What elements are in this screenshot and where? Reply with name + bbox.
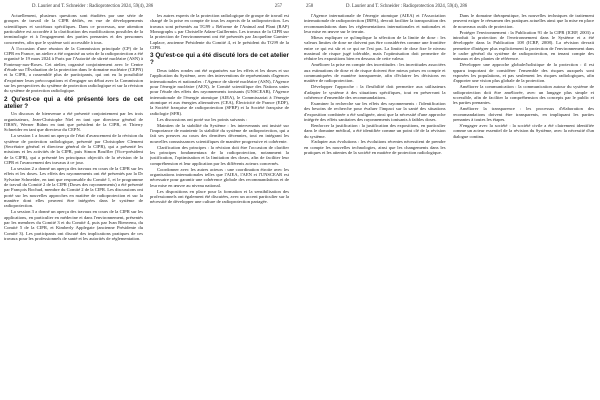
- paragraph: S'adapter aux évolutions : les évolutions récentes nécessitent de prendre en compte les nouvelles technologies, ainsi que les changements dans les pratiques et les attentes de la société en matière de protection radiologique.: [304, 139, 446, 156]
- paragraph: Développer l'approche : la flexibilité doit permettre aux utilisateurs d'adapter le système à des situations spécifiques, tout en préservant la cohérence d'ensemble des recommandations.: [304, 84, 446, 100]
- paragraph: Les dispositions en place pour la formation et la sensibilisation des professionnels ont également été discutées, avec un accent particulier sur la nécessité de développer une culture de radioprotection partagée.: [150, 188, 289, 205]
- paragraph: S'engager avec la société : la société civile a été clairement identifiée comme un acteur essentiel de la révision du Système, avec la nécessité d'un dialogue continu.: [452, 122, 594, 139]
- paragraph: Un discours de bienvenue a été présenté conjointement par les trois organisateurs, Jean-Christophe Niel en tant que directeur général de l'IRSN, Werner Rühm en tant que président de la CIPR, et Thierry Schneider en tant que directeur du CEPN.: [4, 111, 143, 133]
- running-head: [306, 3, 590, 11]
- paragraph: Les discussions ont porté sur les points suivants :: [157, 116, 248, 122]
- paragraph: Clarification des principes : la révision doit être l'occasion de clarifier les principes fondamentaux de la radioprotection, notamment la justification, l'optimisation et la limitation des doses, afin de faciliter leur compréhension et leur application par les différents acteurs concernés.: [150, 144, 289, 166]
- text-column: [150, 13, 289, 400]
- page-number: 258: [306, 4, 314, 9]
- paragraph: La session 2 a donné un aperçu des travaux en cours de la CIPR sur les effets et les doses. Les effets des rayonnements ont été présentés par la Dr Sylvaine Schneider, en tant que responsable du Comité 1, et le programme de travail du Comité 2 de la CIPR (Doses des rayonnements) a été présenté par François Bochud, membre du Comité 2 de la CIPR. Les discussions ont porté sur les nouvelles approches en matière de radioprotection et sur la manière dont elles peuvent être intégrées dans le système de radioprotection.: [4, 165, 143, 209]
- paragraph: La session 3 a donné un aperçu des travaux en cours de la CIPR sur les applications, en particulier en médecine et dans l'environnement, présentés par les membres du Comité 3 et du Comité 4, puis par Ivan Bienvenu, du Comité 5 de la CIPR, et Kimberly Applegate (ancienne Présidente du Comité 3). Les participants ont discuté des implications pratiques de ces travaux pour les professionnels de santé et les autorités de réglementation.: [4, 209, 143, 242]
- paragraph: Renforcer la justification : la justification des expositions, en particulier dans le domaine médical, a été identifiée comme un point clé de la révision du système.: [304, 122, 446, 139]
- paragraph: La session 1 a fourni un aperçu de l'état d'avancement de la révision du système de protection radiologique, présenté par Christopher Clement (Secrétaire général et directeur général de la CIPR), qui a présenté les missions et les activités de la CIPR, puis Simon Bouffler (Vice-président de la CIPR), qui a présenté les principaux objectifs de la révision de la CIPR et l'avancement des travaux à ce jour.: [4, 133, 143, 166]
- paragraph: Examiner la recherche sur les effets des rayonnements : l'identification des besoins de recherche pour évaluer l'impact sur la santé des situations d'exposition combinée a été soulignée, ainsi que la nécessité d'une approche intégrée des effets sanitaires des rayonnements ionisants à faibles doses.: [304, 100, 446, 122]
- paragraph: Coordonner avec les autres acteurs : une coordination étroite avec les organisations internationales telles que l'AIEA, l'AEN et l'UNSCEAR est nécessaire pour garantir une cohérence globale des recommandations et de leur mise en œuvre au niveau national.: [150, 166, 289, 188]
- section-heading: 3 Qu'est-ce qui a été discuté lors de cet atelier ?: [150, 52, 289, 67]
- paragraph: Actuellement, plusieurs questions sont étudiées par une série de groupes de travail de la CIPR dédiés, en vue de développements scientifiques et sociétaux spécifiques. Dans ce processus, une attention particulière est accordée à la clarification des modifications possibles de la terminologie et à l'engagement des parties prenantes et des personnes concernées, afin que le système soit accessible à tous.: [4, 13, 143, 45]
- text-column: [304, 13, 446, 400]
- right-page: [300, 0, 600, 400]
- paragraph: Améliorer la prise en compte des incertitudes : les incertitudes associées aux estimations de dose et de risque doivent être mieux prises en compte et communiquées de manière transparente, afin d'éclairer les décisions en matière de radioprotection.: [304, 62, 446, 84]
- running-head: [32, 3, 282, 11]
- running-head-text: D. Laurier and T. Schneider : Radioprotection 2024, 59(4), 286: [346, 4, 468, 9]
- paragraph: Deux tables rondes ont été organisées sur les effets et les doses et sur l'application du Système, avec des interventions de représentants d'agences internationales et nationales : l'Agence de sûreté nucléaire (ASN), l'Agence pour l'énergie nucléaire (AEN), le Comité scientifique des Nations unies pour l'étude des effets des rayonnements ionisants (UNSCEAR), l'Agence internationale de l'énergie atomique (AIEA), le Commissariat à l'énergie atomique et aux énergies alternatives (CEA), Électricité de France (EDF), la Société française de radioprotection (SFRP) et la Société française de radiologie (SFR).: [150, 68, 289, 116]
- page-number: 257: [274, 4, 282, 9]
- paragraph: Mieux expliquer ce qu'implique la sélection de la limite de dose : les valeurs limites de dose ne doivent pas être considérées comme une frontière entre ce qui est sûr et ce qui ne l'est pas. La limite de dose fixe le niveau maximal de risque jugé tolérable, mais l'optimisation doit permettre de réduire les expositions bien en dessous de cette valeur.: [304, 34, 446, 62]
- running-head-text: D. Laurier and T. Schneider : Radioprotection 2024, 59(4), 286: [32, 4, 154, 9]
- paragraph: l'Agence internationale de l'énergie atomique (AIEA) et l'Association internationale de radioprotection (IRPA), devrait faciliter la transposition des recommandations dans les réglementations internationales et nationales et leur mise en œuvre sur le terrain.: [304, 13, 446, 35]
- paragraph: À l'occasion d'une réunion de la Commission principale (CP) de la CIPR en France, un atelier a été organisé au sein de la radioprotection a été organisé le 19 mars 2024 à Paris par l'Autorité de sûreté nucléaire (ASN) à Fontenay-aux-Roses. Cet atelier, organisé conjointement avec le Centre d'étude sur l'Évaluation de la protection dans le domaine nucléaire (CEPN) et la CIPR, a rassemblé plus de participants, qui ont eu la possibilité d'exprimer leurs préoccupations et d'engager un débat avec la Commission sur les perspectives du système de protection radiologique et sur la révision du système de protection radiologique.: [4, 45, 143, 94]
- paragraph: Dans le domaine thérapeutique, les nouvelles techniques de traitement peuvent exiger le réexamen des pratiques actuelles ainsi que la mise en place de nouveaux outils de protection.: [452, 13, 594, 29]
- paragraph: Améliorer la communication : la communication autour du système de radioprotection doit être améliorée, avec un langage plus simple et accessible, afin de faciliter la compréhension des concepts par le public et les parties prenantes.: [452, 84, 594, 106]
- paragraph: les autres experts de la protection radiologique de groupe de travail est chargé de la prise en compte de tous les aspects de la radioprotection. Les travaux sont présentés au TG99 « Réforme de l'Animal and Plant (RAP) Monographs » par Christelle Adam-Guillermin. Les travaux de la CIPR sur la protection de l'environnement ont été présentés par Jacqueline Garnier-Laplace, ancienne Présidente du Comité 4, et le président du TG99 de la CIPR.: [150, 13, 289, 51]
- text-column: [453, 13, 595, 400]
- text-column: [4, 13, 143, 400]
- paragraph: Protéger l'environnement : la Publication 91 de la CIPR (ICRP, 2003) a introduit la protection de l'environnement dans le Système et a été développée dans la Publication 108 (ICRP, 2008). La révision devrait permettre d'intégrer plus explicitement la protection de l'environnement dans le cadre général du système de radioprotection, en tenant compte des animaux et des plantes de référence.: [452, 29, 594, 62]
- paragraph: Améliorer la transparence : les processus d'élaboration des recommandations doivent être transparents, en impliquant les parties prenantes à toutes les étapes.: [452, 106, 594, 122]
- section-heading: 2 Qu'est-ce qui a été présenté lors de cet atelier ?: [4, 95, 143, 110]
- paragraph: Maintien de la stabilité du Système : les intervenants ont insisté sur l'importance de maintenir la stabilité du système de radioprotection, qui a fait ses preuves au cours des dernières décennies, tout en intégrant les nouvelles connaissances scientifiques de manière progressive et cohérente.: [150, 122, 289, 144]
- paragraph: Développer une approche globale/holistique de la protection : il est apparu important de considérer l'ensemble des risques auxquels sont exposées les populations, et pas seulement les risques radiologiques, afin d'apporter une vision plus globale de la protection.: [452, 62, 594, 84]
